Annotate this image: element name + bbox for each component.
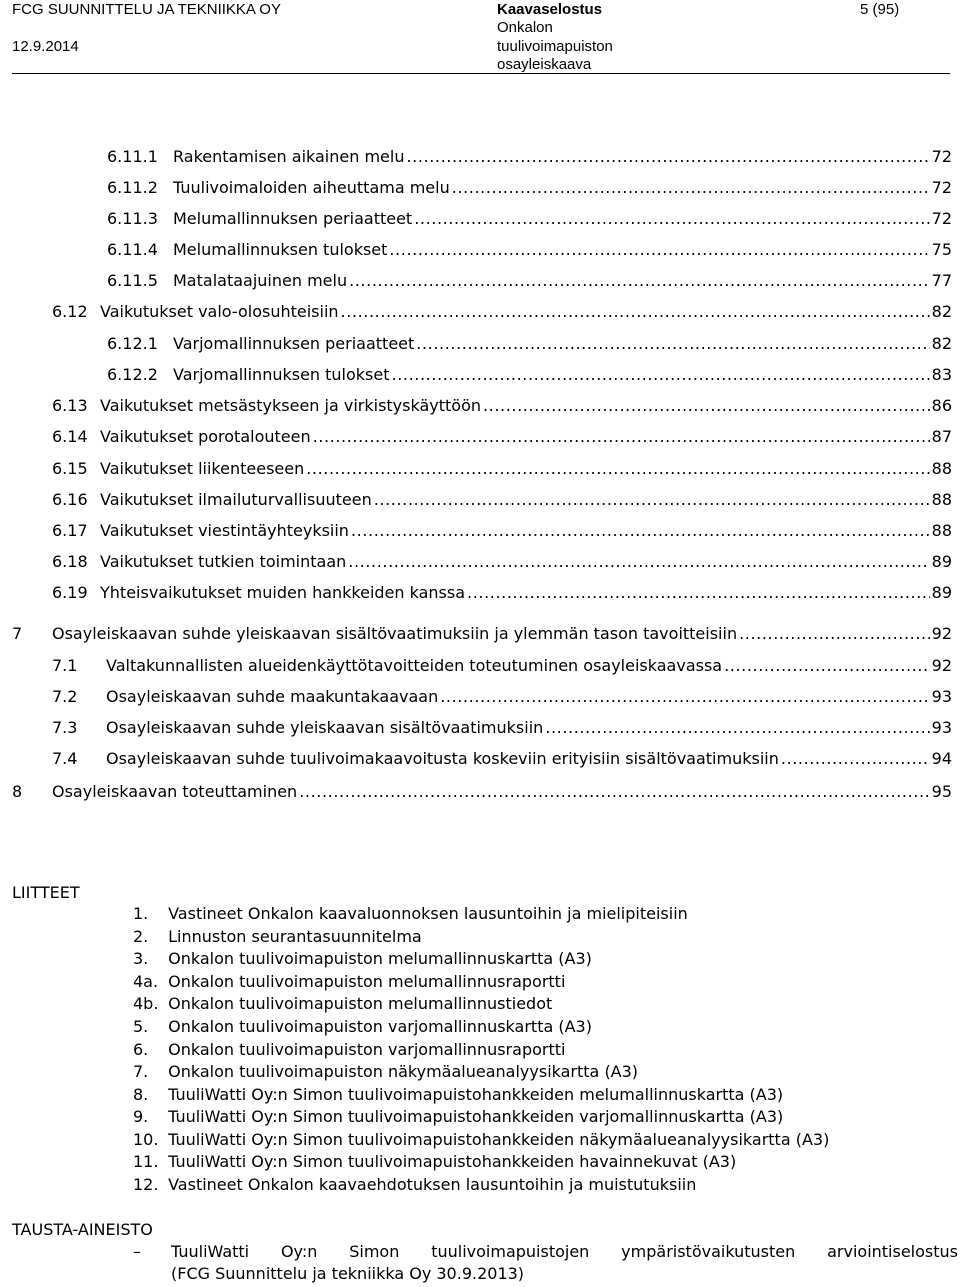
toc-number: 6.15 xyxy=(52,459,88,478)
attachment-title: Onkalon tuulivoimapuiston varjomallinnusraportti xyxy=(168,1040,566,1059)
toc-leader xyxy=(416,331,929,357)
toc-number: 7.3 xyxy=(52,718,78,737)
project-name-line-1: Onkalon xyxy=(497,19,553,36)
toc-entry[interactable] xyxy=(12,779,952,805)
toc-entry[interactable] xyxy=(52,299,952,325)
attachment-title: TuuliWatti Oy:n Simon tuulivoimapuistohankkeiden havainnekuvat (A3) xyxy=(168,1152,737,1171)
toc-leader xyxy=(414,206,929,232)
attachment-title: Vastineet Onkalon kaavaluonnoksen lausuntoihin ja mielipiteisiin xyxy=(168,904,688,923)
toc-leader xyxy=(306,456,929,482)
toc-page: 87 xyxy=(931,427,952,446)
attachment-number: 11. xyxy=(133,1152,159,1171)
attachment-item xyxy=(133,1151,736,1173)
toc-page: 95 xyxy=(931,782,952,801)
toc-page: 86 xyxy=(931,396,952,415)
toc-page: 77 xyxy=(931,271,952,290)
toc-leader xyxy=(781,746,930,772)
toc-entry[interactable] xyxy=(52,746,952,772)
toc-number: 6.12.1 xyxy=(107,334,158,353)
toc-number: 7 xyxy=(12,624,23,643)
project-name-line-3: osayleiskaava xyxy=(497,56,592,73)
attachment-item xyxy=(133,993,552,1015)
toc-number: 6.12.2 xyxy=(107,365,158,384)
toc-leader xyxy=(467,580,930,606)
toc-title: Osayleiskaavan suhde tuulivoimakaavoitusta koskeviin erityisiin sisältövaatimuksiin xyxy=(106,749,779,768)
attachment-item xyxy=(133,1039,565,1061)
attachment-title: Onkalon tuulivoimapuiston melumallinnusraportti xyxy=(168,972,566,991)
background-material-heading: TAUSTA-AINEISTO xyxy=(12,1220,153,1239)
toc-leader xyxy=(739,621,930,647)
toc-title: Osayleiskaavan suhde yleiskaavan sisältövaatimuksiin xyxy=(106,718,544,737)
toc-title: Melumallinnuksen tulokset xyxy=(173,240,388,259)
toc-page: 72 xyxy=(931,178,952,197)
attachment-title: TuuliWatti Oy:n Simon tuulivoimapuistohankkeiden varjomallinnuskartta (A3) xyxy=(168,1107,784,1126)
toc-entry[interactable] xyxy=(52,580,952,606)
toc-entry[interactable] xyxy=(52,518,952,544)
toc-title: Yhteisvaikutukset muiden hankkeiden kanssa xyxy=(100,583,466,602)
toc-number: 6.11.5 xyxy=(107,271,158,290)
toc-leader xyxy=(299,779,929,805)
toc-number: 6.13 xyxy=(52,396,88,415)
toc-leader xyxy=(724,653,930,679)
toc-page: 72 xyxy=(931,209,952,228)
attachment-item xyxy=(133,1061,638,1083)
toc-leader xyxy=(483,393,930,419)
toc-leader xyxy=(351,518,930,544)
toc-page: 93 xyxy=(931,718,952,737)
attachment-number: 12. xyxy=(133,1175,159,1194)
toc-leader xyxy=(341,299,930,325)
company-name: FCG SUUNNITTELU JA TEKNIIKKA OY xyxy=(12,1,281,18)
attachment-number: 4b. xyxy=(133,994,159,1013)
toc-page: 75 xyxy=(931,240,952,259)
toc-entry[interactable] xyxy=(52,487,952,513)
attachment-number: 3. xyxy=(133,949,149,968)
toc-leader xyxy=(545,715,929,741)
attachment-title: Onkalon tuulivoimapuiston varjomallinnuskartta (A3) xyxy=(168,1017,592,1036)
toc-number: 6.11.3 xyxy=(107,209,158,228)
attachment-item xyxy=(133,971,565,993)
attachment-number: 7. xyxy=(133,1062,149,1081)
toc-entry[interactable] xyxy=(52,424,952,450)
attachment-item xyxy=(133,903,688,925)
toc-page: 72 xyxy=(931,147,952,166)
toc-leader xyxy=(348,549,929,575)
toc-page: 88 xyxy=(931,490,952,509)
toc-title: Rakentamisen aikainen melu xyxy=(173,147,405,166)
toc-title: Vaikutukset tutkien toimintaan xyxy=(100,552,347,571)
toc-number: 7.2 xyxy=(52,687,78,706)
toc-page: 93 xyxy=(931,687,952,706)
toc-leader xyxy=(440,684,929,710)
attachment-title: Onkalon tuulivoimapuiston näkymäalueanalyysikartta (A3) xyxy=(168,1062,639,1081)
toc-title: Osayleiskaavan suhde maakuntakaavaan xyxy=(106,687,439,706)
toc-entry[interactable] xyxy=(52,456,952,482)
toc-title: Vaikutukset valo-olosuhteisiin xyxy=(100,302,339,321)
attachment-item xyxy=(133,1129,829,1151)
header-divider xyxy=(12,73,950,74)
toc-number: 6.19 xyxy=(52,583,88,602)
attachment-number: 9. xyxy=(133,1107,149,1126)
page-header xyxy=(0,0,960,74)
attachment-title: Onkalon tuulivoimapuiston melumallinnustiedot xyxy=(168,994,553,1013)
toc-number: 6.17 xyxy=(52,521,88,540)
toc-title: Varjomallinnuksen periaatteet xyxy=(173,334,415,353)
dash-bullet: – xyxy=(133,1242,141,1261)
attachment-number: 4a. xyxy=(133,972,159,991)
toc-title: Varjomallinnuksen tulokset xyxy=(173,365,390,384)
toc-entry[interactable] xyxy=(107,362,952,388)
attachment-item xyxy=(133,1084,783,1106)
toc-number: 6.14 xyxy=(52,427,88,446)
toc-page: 82 xyxy=(931,302,952,321)
toc-entry[interactable] xyxy=(107,206,952,232)
toc-title: Vaikutukset viestintäyhteyksiin xyxy=(100,521,349,540)
toc-number: 6.11.1 xyxy=(107,147,158,166)
toc-number: 6.12 xyxy=(52,302,88,321)
attachment-number: 10. xyxy=(133,1130,159,1149)
toc-entry[interactable] xyxy=(52,684,952,710)
attachment-title: TuuliWatti Oy:n Simon tuulivoimapuistohankkeiden näkymäalueanalyysikartta (A3) xyxy=(168,1130,830,1149)
attachment-item xyxy=(133,1106,783,1128)
document-date: 12.9.2014 xyxy=(12,38,79,55)
toc-entry[interactable] xyxy=(107,331,952,357)
page-number: 5 (95) xyxy=(860,1,900,18)
attachment-item xyxy=(133,1016,592,1038)
attachment-item xyxy=(133,926,422,948)
toc-title: Osayleiskaavan toteuttaminen xyxy=(52,782,298,801)
background-material-source: (FCG Suunnittelu ja tekniikka Oy 30.9.2013) xyxy=(171,1264,525,1283)
attachment-title: TuuliWatti Oy:n Simon tuulivoimapuistohankkeiden melumallinnuskartta (A3) xyxy=(168,1085,784,1104)
toc-leader xyxy=(313,424,930,450)
toc-leader xyxy=(452,175,930,201)
toc-entry[interactable] xyxy=(52,549,952,575)
toc-title: Vaikutukset liikenteeseen xyxy=(100,459,305,478)
toc-number: 7.1 xyxy=(52,656,78,675)
toc-number: 6.16 xyxy=(52,490,88,509)
toc-page: 89 xyxy=(931,583,952,602)
toc-page: 88 xyxy=(931,459,952,478)
toc-leader xyxy=(389,237,929,263)
project-name-line-2: tuulivoimapuiston xyxy=(497,38,613,55)
attachment-title: Vastineet Onkalon kaavaehdotuksen lausuntoihin ja muistutuksiin xyxy=(168,1175,697,1194)
toc-leader xyxy=(392,362,930,388)
toc-page: 89 xyxy=(931,552,952,571)
attachment-number: 2. xyxy=(133,927,149,946)
attachment-item xyxy=(133,948,592,970)
toc-leader xyxy=(374,487,930,513)
toc-entry[interactable] xyxy=(107,144,952,170)
attachment-title: Linnuston seurantasuunnitelma xyxy=(168,927,422,946)
toc-number: 7.4 xyxy=(52,749,78,768)
toc-number: 6.11.4 xyxy=(107,240,158,259)
toc-title: Vaikutukset porotalouteen xyxy=(100,427,311,446)
toc-page: 92 xyxy=(931,624,952,643)
toc-entry[interactable] xyxy=(107,268,952,294)
attachments-heading: LIITTEET xyxy=(12,883,80,902)
background-material-title: TuuliWatti Oy:n Simon tuulivoimapuistojen ympäristövaikutusten arviointiselostus xyxy=(171,1242,958,1261)
toc-page: 82 xyxy=(931,334,952,353)
toc-title: Melumallinnuksen periaatteet xyxy=(173,209,413,228)
toc-entry[interactable] xyxy=(52,653,952,679)
toc-page: 88 xyxy=(931,521,952,540)
toc-title: Vaikutukset metsästykseen ja virkistyskäyttöön xyxy=(100,396,481,415)
toc-entry[interactable] xyxy=(52,715,952,741)
toc-entry[interactable] xyxy=(52,393,952,419)
attachment-number: 8. xyxy=(133,1085,149,1104)
toc-page: 94 xyxy=(931,749,952,768)
toc-leader xyxy=(406,144,929,170)
toc-number: 6.11.2 xyxy=(107,178,158,197)
toc-entry[interactable] xyxy=(12,621,952,647)
toc-number: 6.18 xyxy=(52,552,88,571)
toc-leader xyxy=(349,268,930,294)
toc-number: 8 xyxy=(12,782,23,801)
toc-entry[interactable] xyxy=(107,175,952,201)
toc-title: Valtakunnallisten alueidenkäyttötavoitteiden toteutuminen osayleiskaavassa xyxy=(106,656,723,675)
toc-page: 83 xyxy=(931,365,952,384)
attachment-number: 6. xyxy=(133,1040,149,1059)
toc-title: Tuulivoimaloiden aiheuttama melu xyxy=(173,178,450,197)
toc-title: Osayleiskaavan suhde yleiskaavan sisältövaatimuksiin ja ylemmän tason tavoitteisiin xyxy=(52,624,738,643)
toc-entry[interactable] xyxy=(107,237,952,263)
attachment-item xyxy=(133,1174,696,1196)
toc-page: 92 xyxy=(931,656,952,675)
attachment-number: 1. xyxy=(133,904,149,923)
attachment-title: Onkalon tuulivoimapuiston melumallinnuskartta (A3) xyxy=(168,949,592,968)
document-type: Kaavaselostus xyxy=(497,1,603,18)
toc-title: Vaikutukset ilmailuturvallisuuteen xyxy=(100,490,372,509)
attachment-number: 5. xyxy=(133,1017,149,1036)
toc-title: Matalataajuinen melu xyxy=(173,271,348,290)
